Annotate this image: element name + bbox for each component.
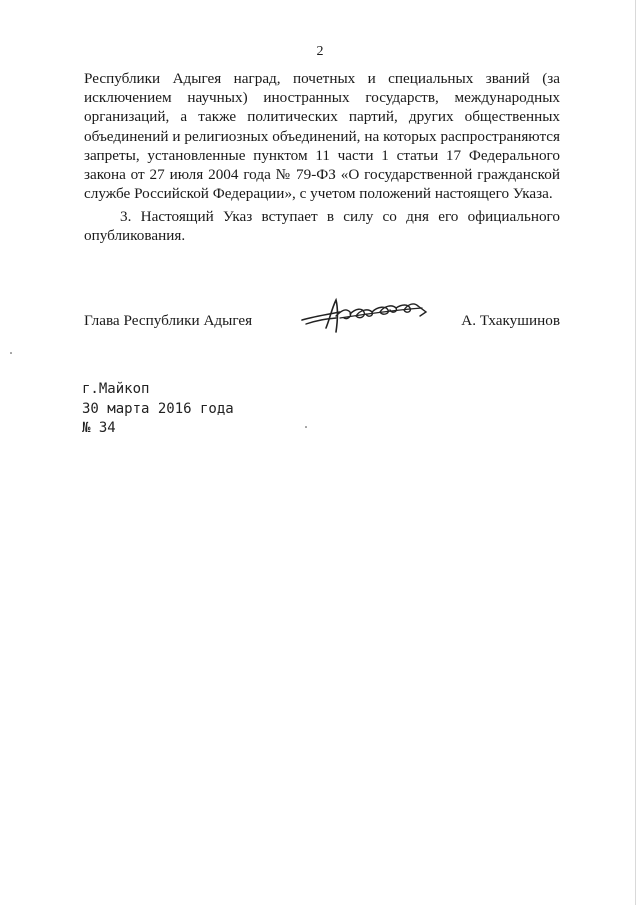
scan-speck <box>305 426 307 428</box>
paragraph-effective-date: 3. Настоящий Указ вступает в силу со дня его официального опубликования. <box>84 208 560 245</box>
stamp-date: 30 марта 2016 года <box>82 400 234 417</box>
signatory-name: А. Тхакушинов <box>461 312 560 329</box>
handwritten-signature <box>296 296 436 336</box>
paragraph-continuation: Республики Адыгея наград, почетных и специальных званий (за исключением научных) иностранных государств, международных организаций, а также политических партий, других общественных объединений и религиозных объединений, на которых распространяются запреты, установленные пунктом 11 части 1 статьи 17 Федерального закона от 27 июля 2004 года № 79-ФЗ «О государственной гражданской службе Российской Федерации», с учетом положений настоящего Указа. <box>84 70 560 203</box>
stamp-city: г.Майкоп <box>82 381 150 397</box>
page-number: 2 <box>316 44 324 59</box>
signatory-title: Глава Республики Адыгея <box>84 312 253 329</box>
scan-edge <box>635 0 636 905</box>
registration-stamp <box>82 380 234 439</box>
scan-speck <box>10 352 12 354</box>
stamp-number: № 34 <box>82 420 116 436</box>
